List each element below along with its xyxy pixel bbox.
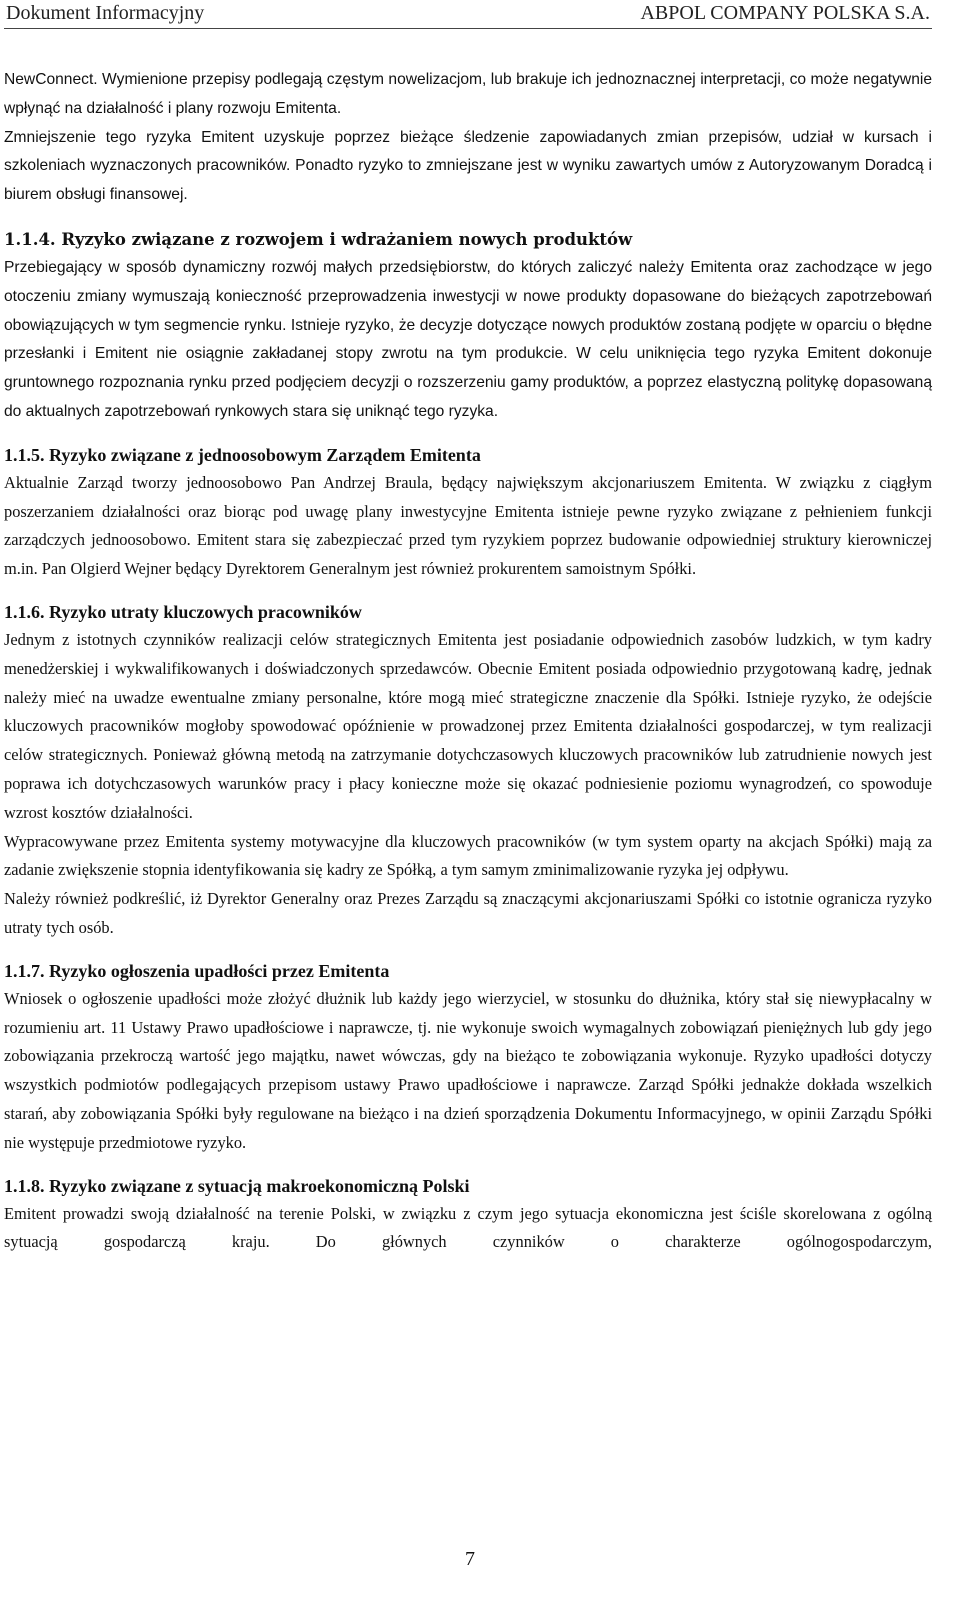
section-1-1-6-paragraph-2: Wypracowywane przez Emitenta systemy motywacyjne dla kluczowych pracowników (w tym system oparty na akcjach Spółki) mają za zadanie zwiększenie stopnia identyfikowania się kadry ze Spółką, a tym samym zminimalizowanie ryzyka jej odpływu. — [4, 831, 932, 880]
section-heading-1-1-4: 1.1.4. Ryzyko związane z rozwojem i wdrażaniem nowych produktów — [4, 229, 633, 249]
page-header — [4, 0, 932, 29]
section-1-1-7-paragraph: Wniosek o ogłoszenie upadłości może złożyć dłużnik lub każdy jego wierzyciel, w stosunku do dłużnika, który stał się niewypłacalny w rozumieniu art. 11 Ustawy Prawo upadłościowe i naprawcze, tj. nie wykonuje swoich wymagalnych zobowiązań pieniężnych lub gdy jego zobowiązania przekroczą wartość jego majątku, nawet wówczas, gdy na bieżąco te zobowiązania wykonuje. Ryzyko upadłości dotyczy wszystkich podmiotów podlegających przepisom ustawy Prawo upadłościowe i naprawcze. Zarząd Spółki jednakże dokłada wszelkich starań, aby zobowiązania Spółki były regulowane na bieżąco i na dzień sporządzenia Dokumentu Informacyjnego, w opinii Zarządu Spółki nie występuje przedmiotowe ryzyko. — [4, 988, 932, 1152]
header-company-name: ABPOL COMPANY POLSKA S.A. — [640, 2, 930, 24]
section-heading-1-1-6: 1.1.6. Ryzyko utraty kluczowych pracowników — [4, 601, 362, 622]
section-heading-1-1-5: 1.1.5. Ryzyko związane z jednoosobowym Zarządem Emitenta — [4, 444, 481, 465]
section-1-1-5-paragraph: Aktualnie Zarząd tworzy jednoosobowo Pan Andrzej Braula, będący największym akcjonariuszem Emitenta. W związku z ciągłym poszerzaniem działalności oraz biorąc pod uwagę plany inwestycyjne Emitenta istnieje pewne ryzyko związane z pełnieniem funkcji zarządczych jednoosobowo. Emitent stara się zabezpieczać przed tym ryzykiem poprzez budowanie odpowiedniej struktury kierowniczej m.in. Pan Olgierd Wejner będący Dyrektorem Generalnym jest również prokurentem samoistnym Spółki. — [4, 472, 932, 579]
page-content — [4, 66, 932, 1257]
section-heading-1-1-7: 1.1.7. Ryzyko ogłoszenia upadłości przez Emitenta — [4, 960, 390, 981]
page-number: 7 — [465, 1548, 475, 1570]
section-1-1-8-paragraph: Emitent prowadzi swoją działalność na terenie Polski, w związku z czym jego sytuacja ekonomiczna jest ściśle skorelowana z ogólną sytuacją gospodarczą kraju. Do głównych czynników o charakterze ogólnogospodarczym, — [4, 1203, 932, 1252]
section-heading-1-1-8: 1.1.8. Ryzyko związane z sytuacją makroekonomiczną Polski — [4, 1175, 470, 1196]
section-1-1-6-paragraph-1: Jednym z istotnych czynników realizacji celów strategicznych Emitenta jest posiadanie odpowiednich zasobów ludzkich, w tym kadry menedżerskiej i wykwalifikowanych i doświadczonych sprzedawców. Obecnie Emitent posiada odpowiednio przygotowaną kadrę, jednak należy mieć na uwadze ewentualne zmiany personalne, które mogą mieć strategiczne znaczenie dla Spółki. Istnieje ryzyko, że odejście kluczowych pracowników mogłoby spowodować opóźnienie w prowadzonej przez Emitenta działalności gospodarczej, w tym realizacji celów strategicznych. Ponieważ główną metodą na zatrzymanie dotychczasowych kluczowych pracowników lub zatrudnienie nowych jest poprawa ich dotychczasowych warunków pracy i płacy konieczne może się okazać podniesienie poziomu wynagrodzeń, co spowoduje wzrost kosztów działalności. — [4, 629, 932, 822]
section-1-1-4-paragraph: Przebiegający w sposób dynamiczny rozwój małych przedsiębiorstw, do których zaliczyć należy Emitenta oraz zachodzące w jego otoczeniu zmiany wymuszają konieczność przeprowadzenia inwestycji w nowe produkty dopasowane do bieżących zapotrzebowań obowiązujących w tym segmencie rynku. Istnieje ryzyko, że decyzje dotyczące nowych produktów zostaną podjęte w oparciu o błędne przesłanki i Emitent nie osiągnie zakładanej stopy zwrotu na tym produkcie. W celu uniknięcia tego ryzyka Emitent dokonuje gruntownego rozpoznania rynku przed podjęciem decyzji o rozszerzeniu gamy produktów, a poprzez elastyczną politykę dopasowaną do aktualnych zapotrzebowań rynkowych stara się uniknąć tego ryzyka. — [4, 258, 932, 420]
intro-paragraph-2: Zmniejszenie tego ryzyka Emitent uzyskuje poprzez bieżące śledzenie zapowiadanych zmian przepisów, udział w kursach i szkoleniach wyznaczonych pracowników. Ponadto ryzyko to zmniejszane jest w wyniku zawartych umów z Autoryzowanym Doradcą i biurem obsługi finansowej. — [4, 128, 932, 204]
section-1-1-6-paragraph-3: Należy również podkreślić, iż Dyrektor Generalny oraz Prezes Zarządu są znaczącymi akcjonariuszami Spółki co istotnie ogranicza ryzyko utraty tych osób. — [4, 889, 932, 937]
header-document-title: Dokument Informacyjny — [6, 2, 205, 24]
intro-paragraph-1: NewConnect. Wymienione przepisy podlegają częstym nowelizacjom, lub brakuje ich jednoznacznej interpretacji, co może negatywnie wpłynąć na działalność i plany rozwoju Emitenta. — [4, 71, 932, 117]
